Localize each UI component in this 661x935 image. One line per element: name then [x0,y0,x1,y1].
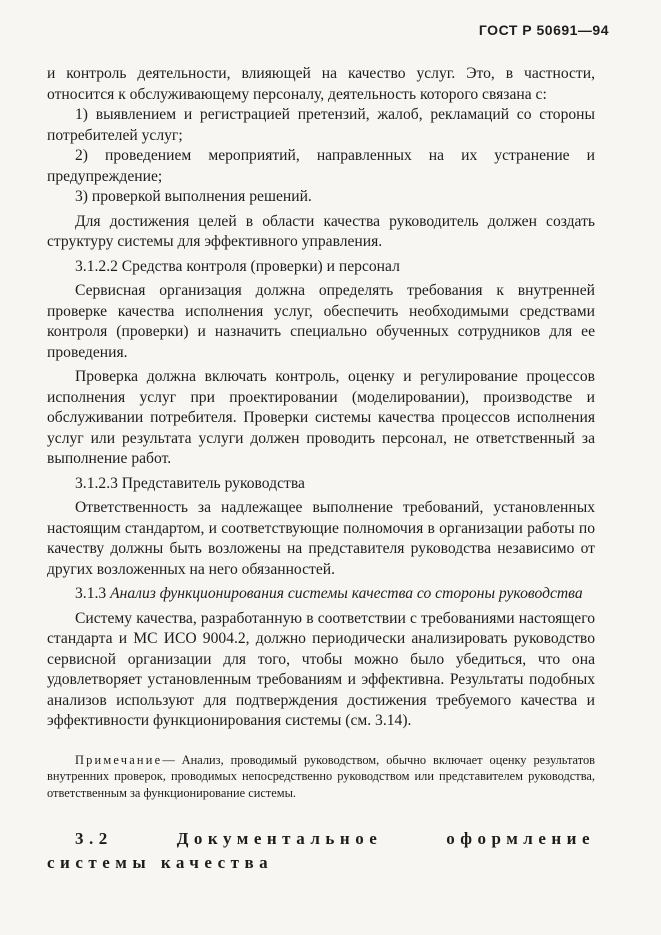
document-body [47,64,595,875]
list-item: 2) проведением мероприятий, направленных на их устранение и предупреждение; [47,147,595,185]
section-title: 3.2 Документальное оформление системы качества [47,829,595,872]
paragraph: Для достижения целей в области качества руководитель должен создать структуру системы для эффективного управления. [47,212,595,250]
note [47,752,595,802]
note-text: — Анализ, проводимый руководством, обычно включает оценку результатов внутренних проверок, проводимых непосредственно руководством или представителем руководства, ответственным за функционирование системы. [47,752,595,800]
paragraph: и контроль деятельности, влияющей на качество услуг. Это, в частности, относится к обслуживающему персоналу, деятельность которого связана с: [47,65,595,103]
note-label: Примечание [75,752,163,767]
subsection-heading: 3.1.2.3 Представитель руководства [75,474,305,492]
list-item: 1) выявлением и регистрацией претензий, жалоб, рекламаций со стороны потребителей услуг; [47,106,595,144]
standard-header: ГОСТ Р 50691—94 [478,22,609,38]
heading-title: Анализ функционирования системы качества со стороны руководства [110,585,583,602]
paragraph: Сервисная организация должна определять требования к внутренней проверке качества исполнения услуг, обеспечить необходимыми средствами контроля (проверки) и назначить специально обученных сотрудников для ее проведения. [47,282,595,361]
subsection-heading: 3.1.2.2 Средства контроля (проверки) и персонал [75,257,400,275]
list-item: 3) проверкой выполнения решений. [75,188,312,205]
subsection-heading [47,584,595,605]
paragraph: Систему качества, разработанную в соответствии с требованиями настоящего стандарта и МС ИСО 9004.2, должно периодически анализировать руководство сервисной организации для того, чтобы можно было убедиться, что она удовлетворяет установленным требованиям и эффективна. Результаты подобных анализов используют для подтверждения достижения требуемого качества и эффективности функционирования системы (см. 3.14). [47,609,595,729]
paragraph: Ответственность за надлежащее выполнение требований, установленных настоящим стандартом, и соответствующие полномочия в организации работы по качеству должны быть возложены на представителя руководства независимо от других возложенных на него обязанностей. [47,499,595,578]
paragraph: Проверка должна включать контроль, оценку и регулирование процессов исполнения услуг при проектировании (моделировании), производстве и обслуживании потребителя. Проверки системы качества процессов исполнения услуг или результата услуги должен проводить персонал, не ответственный за выполнение работ. [47,368,595,467]
heading-number: 3.1.3 [75,585,107,602]
